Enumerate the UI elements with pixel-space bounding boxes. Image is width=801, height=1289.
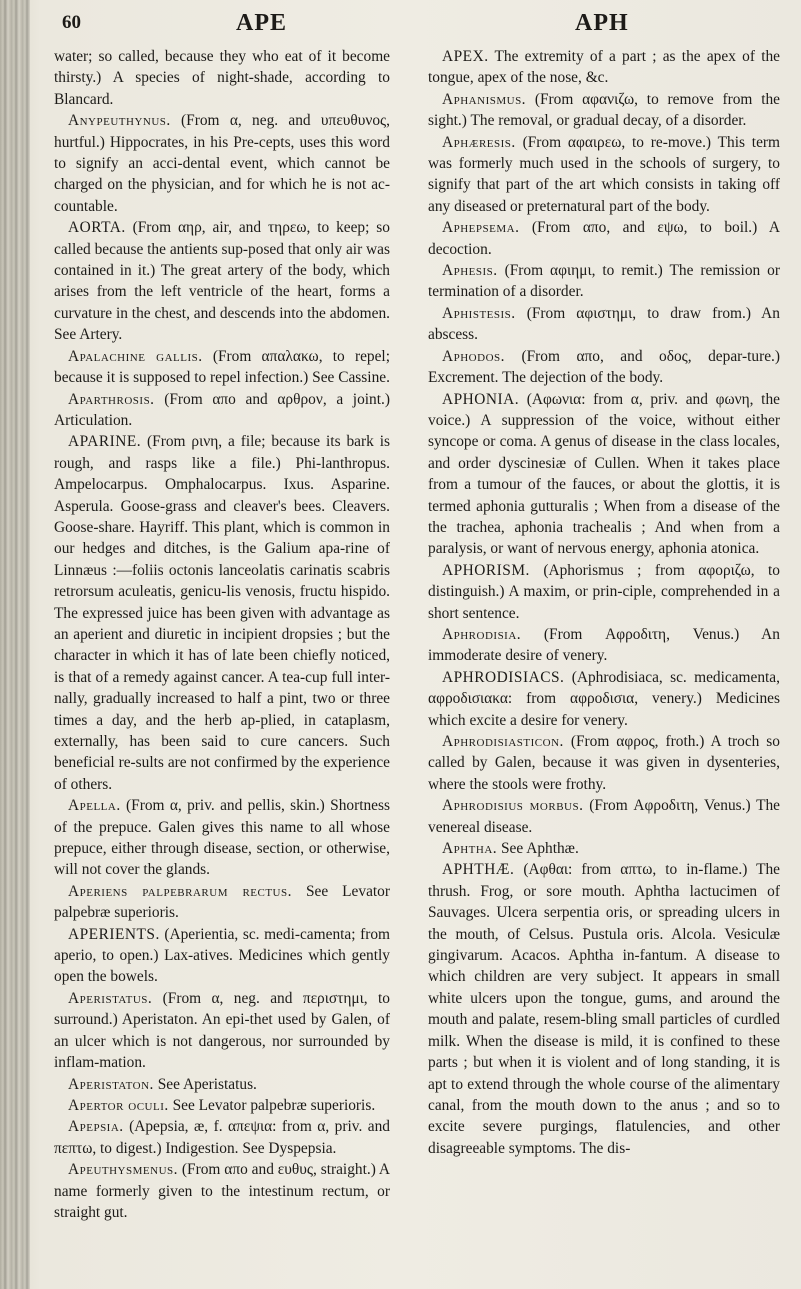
entry-text: See Aperistatus. bbox=[153, 1075, 257, 1093]
running-header bbox=[50, 8, 780, 42]
right-guide-word: APH bbox=[575, 10, 629, 36]
entry-text: water; so called, because they who eat of it become thirsty.) A species of night-shade, according to Blancard. bbox=[54, 48, 390, 108]
dictionary-entry bbox=[54, 1116, 390, 1159]
dictionary-entry bbox=[54, 988, 390, 1074]
dictionary-entry bbox=[54, 46, 390, 110]
dictionary-entry bbox=[54, 1095, 390, 1116]
entry-headword: Aphæresis. bbox=[442, 133, 516, 151]
dictionary-entry bbox=[428, 560, 780, 624]
entry-text: (From αφρος, froth.) A troch so called by Galen, because it was given in dysenteries, where the stools were frothy. bbox=[428, 733, 780, 793]
dictionary-entry bbox=[428, 731, 780, 795]
dictionary-entry bbox=[54, 924, 390, 988]
entry-headword: APEX. bbox=[442, 48, 489, 65]
entry-text: (From α, neg. and υπευθυνος, hurtful.) Hippocrates, in his Pre-cepts, uses this word to signify an acci-dental event, which cannot be charged on the physician, and for which he is not ac-countable. bbox=[54, 112, 390, 215]
entry-text: (From α, neg. and περιστημι, to surround.) Aperistaton. An epi-thet used by Galen, of an ulcer which is not dangerous, nor surrounded by inflam-mation. bbox=[54, 989, 390, 1072]
entry-headword: Apertor oculi. bbox=[68, 1096, 169, 1114]
entry-headword: Apepsia. bbox=[68, 1118, 124, 1136]
dictionary-entry bbox=[54, 795, 390, 881]
entry-text: (From Αφροδιτη, Venus.) The venereal disease. bbox=[428, 797, 780, 836]
dictionary-entry bbox=[428, 667, 780, 731]
dictionary-entry bbox=[428, 46, 780, 89]
dictionary-entry bbox=[428, 132, 780, 218]
entry-text: (From αφαιρεω, to re-move.) This term was formerly much used in the schools of surgery, to signify that part of the art which consists in taking off any diseased or preternatural part of the body. bbox=[428, 133, 780, 215]
dictionary-entry bbox=[54, 346, 390, 389]
entry-headword: APARINE. bbox=[68, 433, 142, 451]
entry-text: (From αφανιζω, to remove from the sight.) The removal, or gradual decay, of a disorder. bbox=[428, 90, 780, 130]
dictionary-entry bbox=[54, 110, 390, 217]
entry-headword: Aphepsema. bbox=[442, 219, 520, 237]
entry-headword: Apeuthysmenus. bbox=[68, 1161, 178, 1179]
entry-text: (From απο and αρθρον, a joint.) Articulation. bbox=[54, 390, 390, 429]
entry-text: See Levator palpebræ superioris. bbox=[54, 882, 390, 922]
entry-headword: Aphodos. bbox=[442, 347, 505, 365]
left-guide-word: APE bbox=[236, 10, 287, 36]
entry-headword: APERIENTS. bbox=[68, 925, 160, 943]
entry-text: (From α, priv. and pellis, skin.) Shortness of the prepuce. Galen gives this name to all whose prepuce, either through disease, section, or otherwise, will not cover the glands. bbox=[54, 797, 390, 879]
dictionary-entry bbox=[428, 217, 780, 260]
entry-headword: Aparthrosis. bbox=[68, 390, 155, 408]
entry-headword: APHORISM. bbox=[442, 561, 530, 579]
entry-headword: APHRODISIACS. bbox=[442, 668, 565, 686]
entry-text: (Αφθαι: from απτω, to in-flame.) The thrush. Frog, or sore mouth. Aphtha lactucimen of Sauvages. Ulcera serpentia oris, or spreading ulcers in the mouth, of Celsus. Pustula oris. Alcola. Vesiculæ gingivarum. Acacos. Aphtha in-fantum. A disease to which children are very subject. It appears in small white ulcers upon the tongue, gums, and around the mouth and palate, resem-bling small particles of curdled milk. When the disease is mild, it is confined to these parts ; but when it is violent and of long standing, it is apt to extend through the whole course of the alimentary canal, from the mouth down to the anus ; and so to excite severe purgings, flatulencies, and other disagreeable symptoms. The dis- bbox=[428, 861, 780, 1157]
entry-text: (From αφιημι, to remit.) The remission or termination of a disorder. bbox=[428, 262, 780, 301]
entry-text: (Aperientia, sc. medi-camenta; from aperio, to open.) Lax-atives. Medicines which gently open the bowels. bbox=[54, 925, 390, 986]
entry-text: See Levator palpebræ superioris. bbox=[168, 1096, 376, 1114]
entry-headword: APHTHÆ. bbox=[442, 861, 515, 879]
entry-headword: Aphanismus. bbox=[442, 90, 527, 108]
entry-headword: Aperistaton. bbox=[68, 1075, 154, 1093]
dictionary-entry bbox=[428, 624, 780, 667]
entry-text: (From Αφροδιτη, Venus.) An immoderate desire of venery. bbox=[428, 625, 780, 665]
entry-text: (Aphrodisiaca, sc. medicamenta, αφροδισιακα: from αφροδισια, venery.) Medicines which excite a desire for venery. bbox=[428, 668, 780, 729]
entry-text: (From αηρ, air, and τηρεω, to keep; so called because the antients sup-posed that only air was contained in it.) The great artery of the body, which arises from the left ventricle of the heart, forms a curvature in the chest, and descends into the abdomen. See Artery. bbox=[54, 219, 390, 344]
entry-headword: Aphtha. bbox=[442, 840, 498, 858]
dictionary-entry bbox=[54, 217, 390, 345]
dictionary-entry bbox=[428, 260, 780, 303]
entry-headword: APHONIA. bbox=[442, 390, 520, 408]
left-column bbox=[54, 46, 390, 1282]
entry-headword: Aphesis. bbox=[442, 262, 498, 280]
entry-text: (From απο and ευθυς, straight.) A name formerly given to the intestinum rectum, or straight gut. bbox=[54, 1161, 390, 1221]
dictionary-entry bbox=[428, 303, 780, 346]
entry-text: (Aphorismus ; from αφοριζω, to distinguish.) A maxim, or prin-ciple, comprehended in a short sentence. bbox=[428, 561, 780, 622]
entry-text: (From ρινη, a file; because its bark is rough, and rasps like a file.) Phi-lanthropus. Ampelocarpus. Omphalocarpus. Ixus. Asparine. Asperula. Goose-grass and cleaver's bees. Cleavers. Goose-share. Hayriff. This plant, which is common in our hedges and ditches, is the Galium apa-rine of Linnæus :—foliis octonis lanceolatis carinatis scabris retrorsum aculeatis, genicu-lis venosis, fructu hispido. The expressed juice has been given with advantage as an aperient and diuretic in incipient dropsies ; but the character in which it has of late been chiefly noticed, is that of a remedy against cancer. A tea-cup full inter-nally, gradually increased to half a pint, two or three times a day, and the herb ap-plied, in cataplasm, externally, has been said to cure cancers. Such beneficial re-sults are not confirmed by the experience of others. bbox=[54, 433, 390, 793]
book-gutter bbox=[0, 0, 30, 1289]
page-number: 60 bbox=[62, 12, 81, 33]
dictionary-entry bbox=[54, 389, 390, 432]
dictionary-entry bbox=[54, 1074, 390, 1095]
entry-headword: Aperistatus. bbox=[68, 989, 153, 1007]
entry-headword: AORTA. bbox=[68, 219, 126, 237]
entry-text: (From απαλακω, to repel; because it is supposed to repel infection.) See Cassine. bbox=[54, 347, 390, 387]
entry-headword: Apella. bbox=[68, 797, 121, 815]
entry-text: The extremity of a part ; as the apex of the tongue, apex of the nose, &c. bbox=[428, 48, 780, 87]
entry-headword: Aphrodisia. bbox=[442, 625, 522, 643]
entry-headword: Apalachine gallis. bbox=[68, 347, 203, 365]
entry-text: (From αφιστημι, to draw from.) An abscess. bbox=[428, 304, 780, 344]
dictionary-entry bbox=[54, 1159, 390, 1223]
entry-text: (Apepsia, æ, f. απεψια: from α, priv. and πεπτω, to digest.) Indigestion. See Dyspepsia. bbox=[54, 1118, 390, 1157]
entry-headword: Anypeuthynus. bbox=[68, 112, 171, 130]
dictionary-entry bbox=[54, 881, 390, 924]
entry-headword: Aphistesis. bbox=[442, 304, 516, 322]
entry-headword: Aphrodisiasticon. bbox=[442, 733, 564, 750]
right-column bbox=[428, 46, 780, 1282]
entry-text: See Aphthæ. bbox=[497, 840, 579, 858]
dictionary-entry bbox=[428, 859, 780, 1159]
dictionary-entry bbox=[54, 431, 390, 795]
entry-headword: Aphrodisius morbus. bbox=[442, 797, 584, 815]
entry-text: (From απο, and εψω, to boil.) A decoction. bbox=[428, 219, 780, 258]
dictionary-entry bbox=[428, 389, 780, 560]
dictionary-entry bbox=[428, 838, 780, 859]
entry-text: (From απο, and οδος, depar-ture.) Excrement. The dejection of the body. bbox=[428, 347, 780, 387]
entry-headword: Aperiens palpebrarum rectus. bbox=[68, 882, 292, 900]
dictionary-entry bbox=[428, 346, 780, 389]
dictionary-entry bbox=[428, 795, 780, 838]
dictionary-entry bbox=[428, 89, 780, 132]
entry-text: (Αφωνια: from α, priv. and φωνη, the voice.) A suppression of the voice, without either syncope or coma. A genus of disease in the class locales, and order dyscinesiæ of Cullen. When it takes place from a tumour of the fauces, or about the glottis, it is termed aphonia gutturalis ; When from a disease of the the trachea, aphonia trachealis ; And when from a paralysis, or want of nervous energy, aphonia atonica. bbox=[428, 390, 780, 558]
